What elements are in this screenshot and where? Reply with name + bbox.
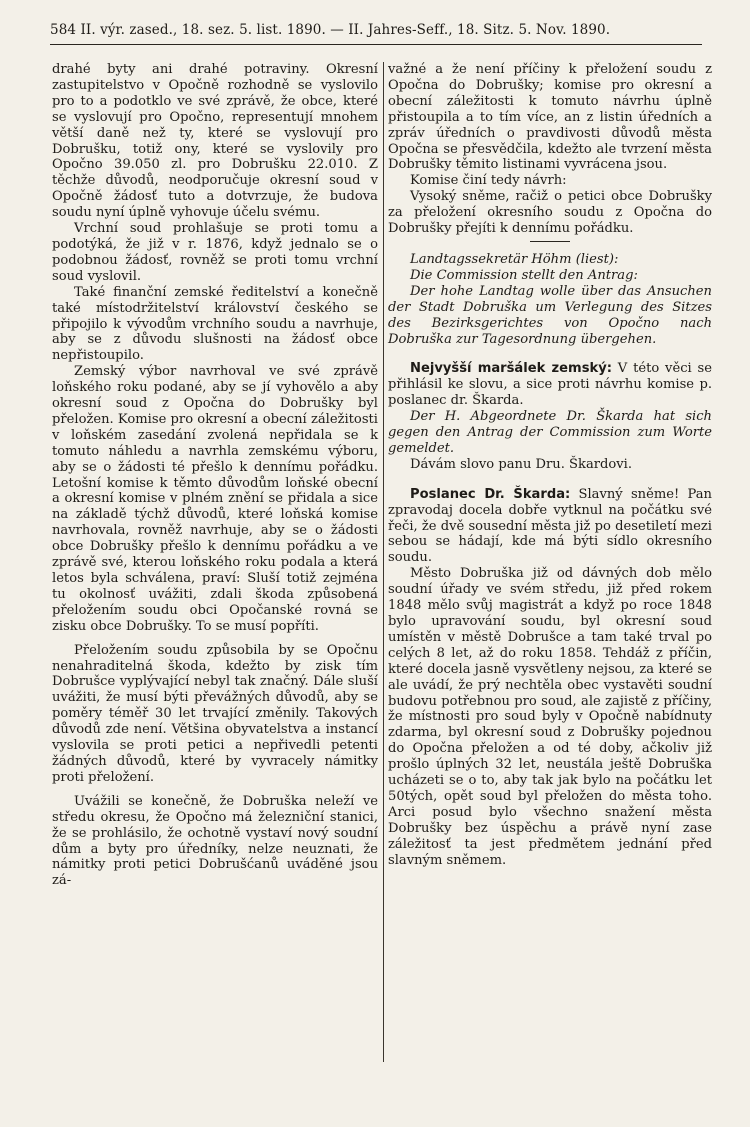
paragraph: važné a že není příčiny k přeložení soudu z Opočna do Dobrušky; komise pro okresní a obecní záležitosti k tomuto návrhu úplně přistoupila a to tím více, an z listin úředních a zpráv úředních o pravdivosti důvodů města Opočna se přesvědčila, kdežto ale tvrzení města Dobrušky těmito listinami vyvrácena jsou.	[388, 62, 712, 173]
paragraph	[388, 361, 712, 409]
speech-text: V této věci se přihlásil ke slovu, a sice proti návrhu komise p. poslanec dr. Škarda.	[388, 361, 712, 409]
header-rule	[50, 44, 702, 45]
paragraph: Der H. Abgeordnete Dr. Škarda hat sich gegen den Antrag der Commission zum Worte gemeldet.	[388, 409, 712, 456]
paragraph: Uvážili se konečně, že Dobruška neleží ve středu okresu, že Opočno má železniční stanici, že se prohlásilo, že ochotně vystaví nový soudní dům a byty pro úředníky, nelze neuznati, že námitky proti petici Dobrušćanů uváděné jsou zá-	[52, 793, 378, 889]
paragraph: Přeložením soudu způsobila by se Opočnu nenahraditelná škoda, kdežto by zisk tím Dobrušce vyplývající nebyl tak značný. Dále sluší uvážiti, že musí býti převážných důvodů, aby se poměry téměř 30 let trvající změnily. Takových důvodů zde není. Většina obyvatelstva a instancí vyslovila se proti petici a nepřivedli petenti žádných důvodů, které by vyvracely námitky proti přeložení.	[52, 642, 378, 785]
column-divider	[383, 62, 384, 1062]
paragraph: Dávám slovo panu Dru. Škardovi.	[410, 456, 633, 472]
right-column	[388, 62, 712, 869]
left-column	[52, 62, 378, 889]
paragraph: Komise činí tedy návrh:	[410, 173, 567, 189]
running-header: 584 II. výr. zased., 18. sez. 5. list. 1890. — II. Jahres-Seff., 18. Sitz. 5. Nov. 1890.	[50, 22, 611, 38]
speaker-name: Nejvyšší maršálek zemský:	[410, 361, 612, 377]
section-rule	[530, 241, 570, 242]
paragraph: Die Commission stellt den Antrag:	[410, 267, 638, 283]
paragraph: Der hohe Landtag wolle über das Ansuchen der Stadt Dobruška um Verlegung des Sitzes des Bezirksgerichtes von Opočno nach Dobruška zur Tagesordnung übergehen.	[388, 283, 712, 347]
paragraph: drahé byty ani drahé potraviny. Okresní zastupitelstvo v Opočně rozhodně se vyslovilo pro to a podotklo ve své zprávě, že obce, které se vyslovují pro Opočno, representují mnohem větší daně než ty, které se vyslovují pro Dobrušku, totiž ony, které se vyslovily pro Opočno 39.050 zl. pro Dobrušku 22.010. Z těchže důvodů, neodporučuje okresní soud v Opočně žádosť tuto a dotvrzuje, že budova soudu nyní úplně vyhovuje účelu svému.	[52, 62, 378, 221]
paragraph: Vysoký sněme, račiž o petici obce Dobrušky za přeložení okresního soudu z Opočna do Dobrušky přejíti k dennímu pořádku.	[388, 189, 712, 237]
paragraph	[388, 487, 712, 567]
speaker-name: Poslanec Dr. Škarda:	[410, 486, 571, 502]
paragraph: Město Dobruška již od dávných dob mělo soudní úřady ve svém středu, již před rokem 1848 mělo svůj magistrát a když po roce 1848 bylo upravování soudu, byl okresní soud umístěn v městě Dobrušce a tam také trval po celých 8 let, až do roku 1858. Tehdáž z příčin, které docela jasně vysvětleny nejsou, za které se ale uvádí, že prý nechtěla obec vystavěti soudní budovu potřebnou pro soud, ale zajistě z příčiny, že místnosti pro soud byly v Opočně nabídnuty zdarma, byl okresní soud z Dobrušky pojednou do Opočna přeložen a od té doby, ačkoliv již prošlo úplných 32 let, neustála ještě Dobruška ucházeti se o to, aby tak jak bylo na počátku let 50tých, opět soud byl přeložen do města toho. Arci posud bylo všechno snažení města Dobrušky bez úspěchu a právě nyní zase záležitosť ta jest předmětem jednání před slavným sněmem.	[388, 566, 712, 868]
paragraph: Landtagssekretär Höhm (liest):	[410, 251, 619, 267]
paragraph: Vrchní soud prohlašuje se proti tomu a podotýká, že již v r. 1876, když jednalo se o podobnou žádosť, rovněž se proti tomu vrchní soud vyslovil.	[52, 221, 378, 284]
paragraph: Také finanční zemské ředitelství a konečně také místodržitelství království českého se připojilo k vývodům vrchního soudu a navrhuje, aby se z důvodu slušnosti na žádosť obce nepřistoupilo.	[52, 284, 378, 364]
speech-text: Slavný sněme! Pan zpravodaj docela dobře vytknul na počátku své řeči, že dvě sousední města již po desetiletí mezi sebou se hádají, kde má býti sídlo okresního soudu.	[388, 486, 712, 566]
paragraph: Zemský výbor navrhoval ve své zprávě loňského roku podané, aby se jí vyhovělo a aby okresní soud z Opočna do Dobrušky byl přeložen. Komise pro okresní a obecní záležitosti v loňském zasedání zvolená nepřidala se k tomuto náhledu a navrhla zemskému výboru, aby se o žádosti té přešlo k dennímu pořádku. Letošní komise k těmto důvodům loňské obecní a okresní komise v plném znění se přidala a sice na základě týchž důvodů, které loňská komise navrhovala, rovněž navrhuje, aby se o žádosti obce Dobrušky přešlo k dennímu pořádku a ve zprávě své, kterou loňského roku podala a která letos byla schválena, praví: Sluší totiž zejména tu okolnosť uvážiti, zdali škoda způsobená přeložením soudu obci Opočanské rovná se zisku obce Dobrušky. To se musí popříti.	[52, 364, 378, 634]
